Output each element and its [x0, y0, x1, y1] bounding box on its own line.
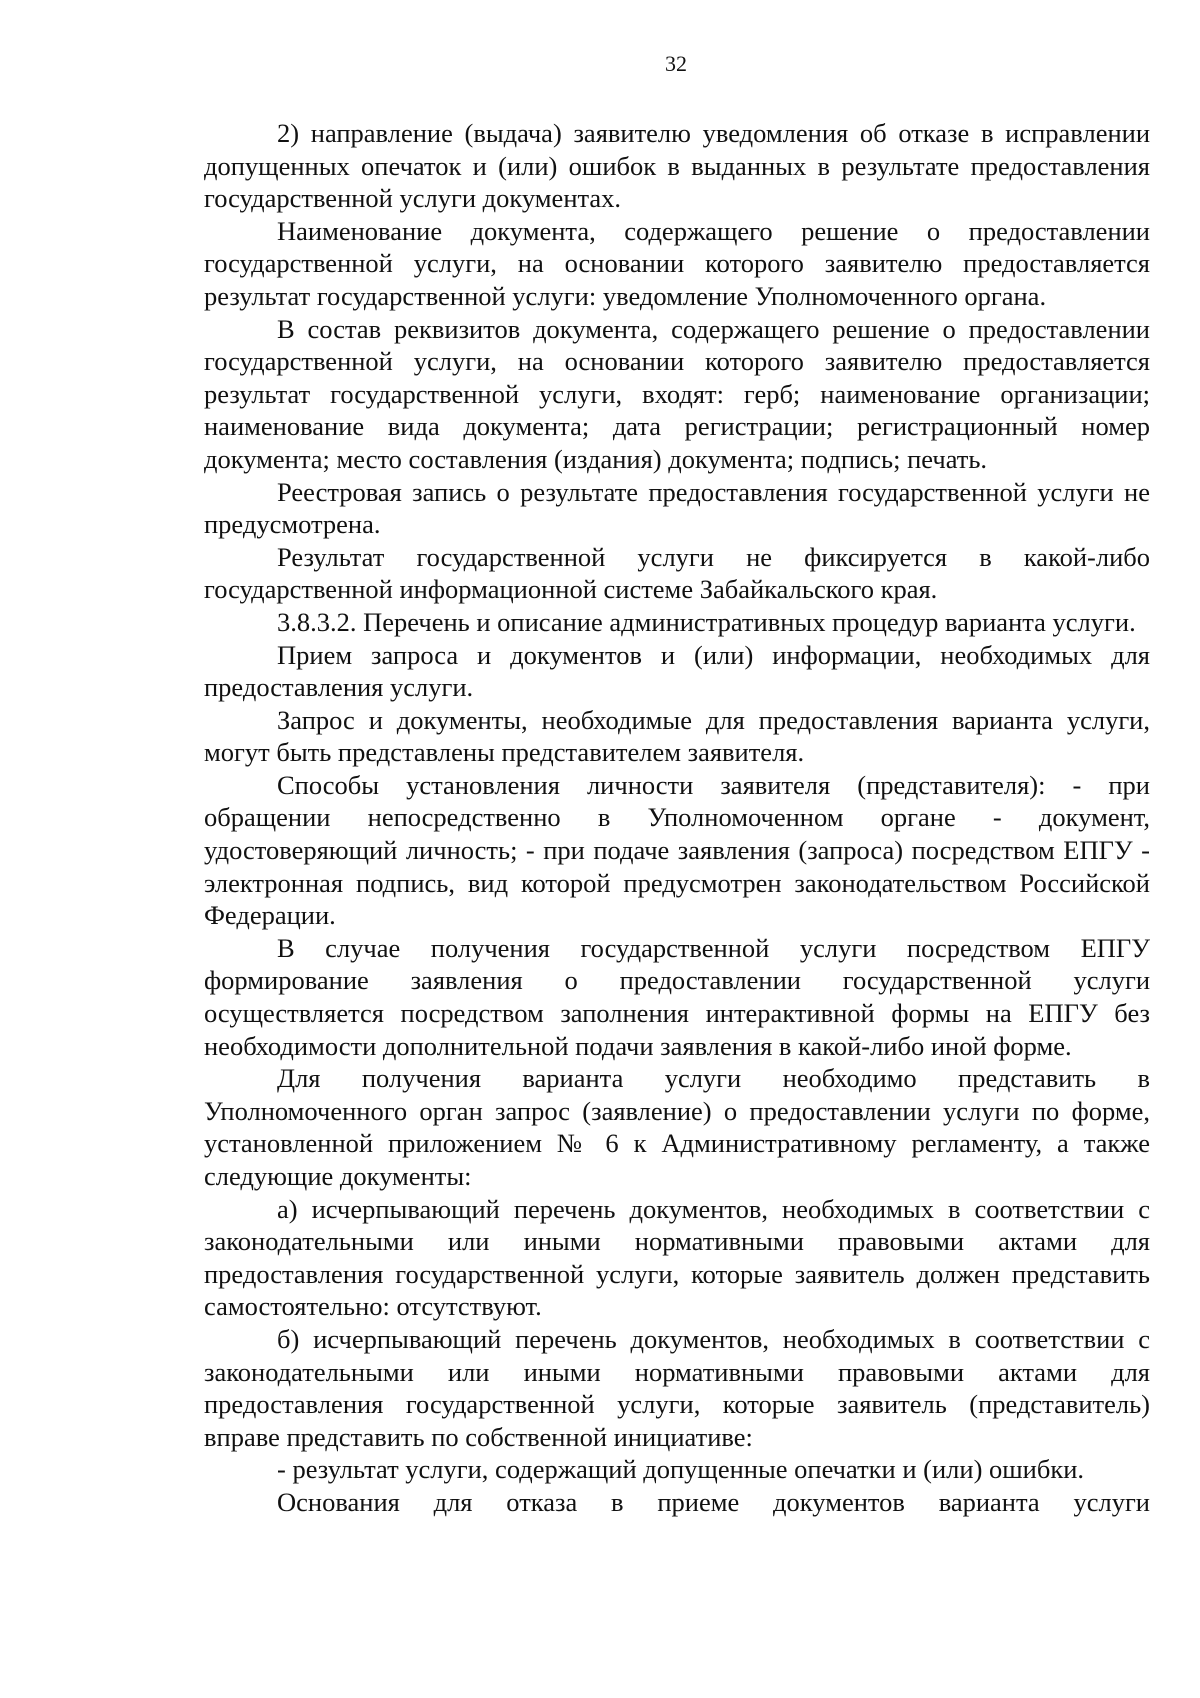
continued-paragraph: Основания для отказа в приеме документов варианта услуги [277, 1486, 1150, 1517]
paragraph: Результат государственной услуги не фиксируется в какой-либо государственной информационной системе Забайкальского края. [204, 541, 1150, 605]
paragraph: В случае получения государственной услуги посредством ЕПГУ формирование заявления о предоставлении государственной услуги осуществляется посредством заполнения интерактивной формы на ЕПГУ без необходимости дополнительной подачи заявления в какой-либо иной форме. [204, 932, 1150, 1061]
list-item-b: б) исчерпывающий перечень документов, необходимых в соответствии с законодательными или иными нормативными правовыми актами для предоставления государственной услуги, которые заявитель (представитель) вправе представить по собственной инициативе: [204, 1323, 1150, 1452]
paragraph: Прием запроса и документов и (или) информации, необходимых для предоставления услуги. [204, 639, 1150, 703]
paragraph: 2) направление (выдача) заявителю уведомления об отказе в исправлении допущенных опечаток и (или) ошибок в выданных в результате предоставления государственной услуги документах. [204, 118, 1150, 214]
paragraph: Реестровая запись о результате предоставления государственной услуги не предусмотрена. [204, 476, 1150, 540]
paragraph: Запрос и документы, необходимые для предоставления варианта услуги, могут быть представлены представителем заявителя. [204, 704, 1150, 768]
dash-list-item: - результат услуги, содержащий допущенные опечатки и (или) ошибки. [277, 1454, 1085, 1485]
list-item-a: а) исчерпывающий перечень документов, необходимых в соответствии с законодательными или иными нормативными правовыми актами для предоставления государственной услуги, которые заявитель должен представить самостоятельно: отсутствуют. [204, 1193, 1150, 1322]
section-heading-paragraph: 3.8.3.2. Перечень и описание административных процедур варианта услуги. [277, 606, 1136, 637]
paragraph: В состав реквизитов документа, содержащего решение о предоставлении государственной услуги, на основании которого заявителю предоставляется результат государственной услуги, входят: герб; наименование организации; наименование вида документа; дата регистрации; регистрационный номер документа; место составления (издания) документа; подпись; печать. [204, 313, 1150, 474]
paragraph: Наименование документа, содержащего решение о предоставлении государственной услуги, на основании которого заявителю предоставляется результат государственной услуги: уведомление Уполномоченного органа. [204, 215, 1150, 311]
document-body [204, 117, 1150, 1519]
paragraph: Для получения варианта услуги необходимо представить в Уполномоченного орган запрос (заявление) о предоставлении услуги по форме, установленной приложением № 6 к Административному регламенту, а также следующие документы: [204, 1063, 1150, 1191]
paragraph: Способы установления личности заявителя (представителя): - при обращении непосредственно в Уполномоченном органе - документ, удостоверяющий личность; - при подаче заявления (запроса) посредством ЕПГУ - электронная подпись, вид которой предусмотрен законодательством Российской Федерации. [204, 769, 1150, 931]
page-number: 32 [665, 51, 687, 76]
